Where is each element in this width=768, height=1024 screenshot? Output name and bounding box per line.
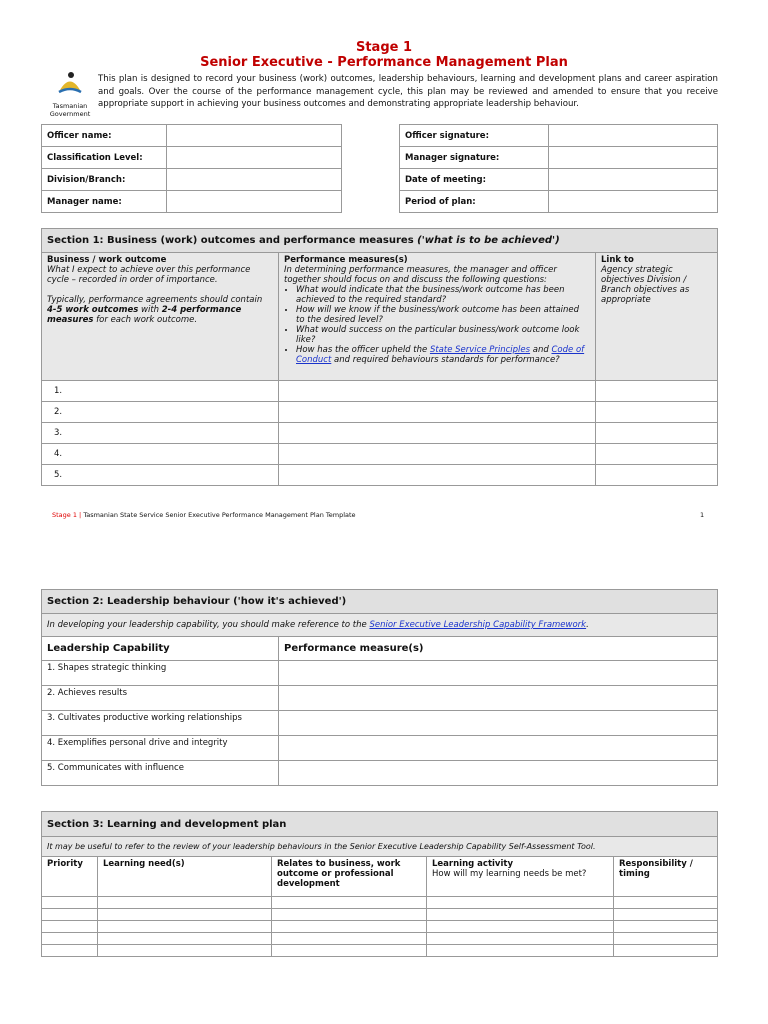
date-of-meeting-field[interactable] (549, 169, 718, 191)
performance-measure-header: Performance measure(s) (279, 637, 718, 661)
learning-activity-header: Learning activity How will my learning needs be met? (427, 857, 614, 897)
relates-to-header: Relates to business, work outcome or professional development (272, 857, 427, 897)
manager-name-label: Manager name: (42, 191, 167, 213)
signature-table (399, 124, 718, 213)
date-of-meeting-label: Date of meeting: (400, 169, 549, 191)
table-row (42, 897, 718, 909)
table-row (42, 909, 718, 921)
section1-col-measures: Performance measures(s) In determining performance measures, the manager and officer together should focus on and discuss the following questions: • What would indicate that the business/work outcome has been achieved to the required standard? • How will we know if the business/work outcome has been attained to the desired level? • What would success on the particular business/work outcome look like? • How has the officer upheld the State Service Principles and Code of Conduct and required behaviours standards for performance? (279, 253, 596, 381)
table-row: 3. (42, 423, 718, 444)
section2-table (41, 589, 718, 786)
section1-col-outcome: Business / work outcome What I expect to achieve over this performance cycle – recorded in order of importance. Typically, performance agreements should contain 4-5 work outcomes with 2-4 performance measures for each work outcome. (42, 253, 279, 381)
tasmanian-government-logo: Tasmanian Government (44, 68, 96, 118)
officer-name-label: Officer name: (42, 125, 167, 147)
table-row (42, 945, 718, 957)
manager-name-field[interactable] (167, 191, 342, 213)
code-of-conduct-link[interactable]: Code of Conduct (296, 345, 585, 365)
learning-needs-header: Learning need(s) (98, 857, 272, 897)
table-row: 4. Exemplifies personal drive and integrity (42, 736, 718, 761)
section3-table (41, 811, 718, 957)
section2-title: Section 2: Leadership behaviour ('how it's achieved') (42, 590, 718, 614)
responsibility-header: Responsibility / timing (614, 857, 718, 897)
manager-signature-field[interactable] (549, 147, 718, 169)
table-row: 5. Communicates with influence (42, 761, 718, 786)
officer-signature-label: Officer signature: (400, 125, 549, 147)
division-field[interactable] (167, 169, 342, 191)
division-label: Division/Branch: (42, 169, 167, 191)
section3-title: Section 3: Learning and development plan (42, 812, 718, 837)
period-of-plan-field[interactable] (549, 191, 718, 213)
table-row: 1. (42, 381, 718, 402)
section3-note: It may be useful to refer to the review of your leadership behaviours in the Senior Executive Leadership Capability Self-Assessment Tool. (42, 837, 718, 857)
manager-signature-label: Manager signature: (400, 147, 549, 169)
section2-note: In developing your leadership capability, you should make reference to the Senior Executive Leadership Capability Framework. (42, 614, 718, 637)
officer-name-field[interactable] (167, 125, 342, 147)
table-row: 4. (42, 444, 718, 465)
section1-table (41, 228, 718, 486)
state-service-principles-link[interactable]: State Service Principles (429, 345, 531, 355)
period-of-plan-label: Period of plan: (400, 191, 549, 213)
classification-field[interactable] (167, 147, 342, 169)
table-row (42, 933, 718, 945)
section1-col-link: Link to Agency strategic objectives Division / Branch objectives as appropriate (596, 253, 718, 381)
logo-emblem-icon (55, 68, 85, 98)
priority-header: Priority (42, 857, 98, 897)
page-number: 1 (700, 511, 705, 519)
table-row (42, 921, 718, 933)
table-row: 2. (42, 402, 718, 423)
table-row: 5. (42, 465, 718, 486)
officer-table (41, 124, 342, 213)
table-row: 1. Shapes strategic thinking (42, 661, 718, 686)
section1-title: Section 1: Business (work) outcomes and performance measures ('what is to be achieved') (42, 229, 718, 253)
table-row: 3. Cultivates productive working relationships (42, 711, 718, 736)
stage-title: Stage 1 (355, 40, 413, 55)
leadership-capability-header: Leadership Capability (42, 637, 279, 661)
table-row: 2. Achieves results (42, 686, 718, 711)
intro-text: This plan is designed to record your business (work) outcomes, leadership behaviours, learning and development plans and career aspiration and goals. Over the course of the performance management cycle, this plan may be reviewed and amended to ensure that you receive appropriate support in achieving your business outcomes and demonstrating appropriate leadership behaviour. (98, 74, 718, 109)
capability-framework-link[interactable]: Senior Executive Leadership Capability Framework (369, 620, 587, 630)
classification-label: Classification Level: (42, 147, 167, 169)
page-title: Senior Executive - Performance Management Plan (200, 55, 568, 70)
page-footer: Stage 1 | Tasmanian State Service Senior Executive Performance Management Plan Template (52, 511, 356, 519)
officer-signature-field[interactable] (549, 125, 718, 147)
